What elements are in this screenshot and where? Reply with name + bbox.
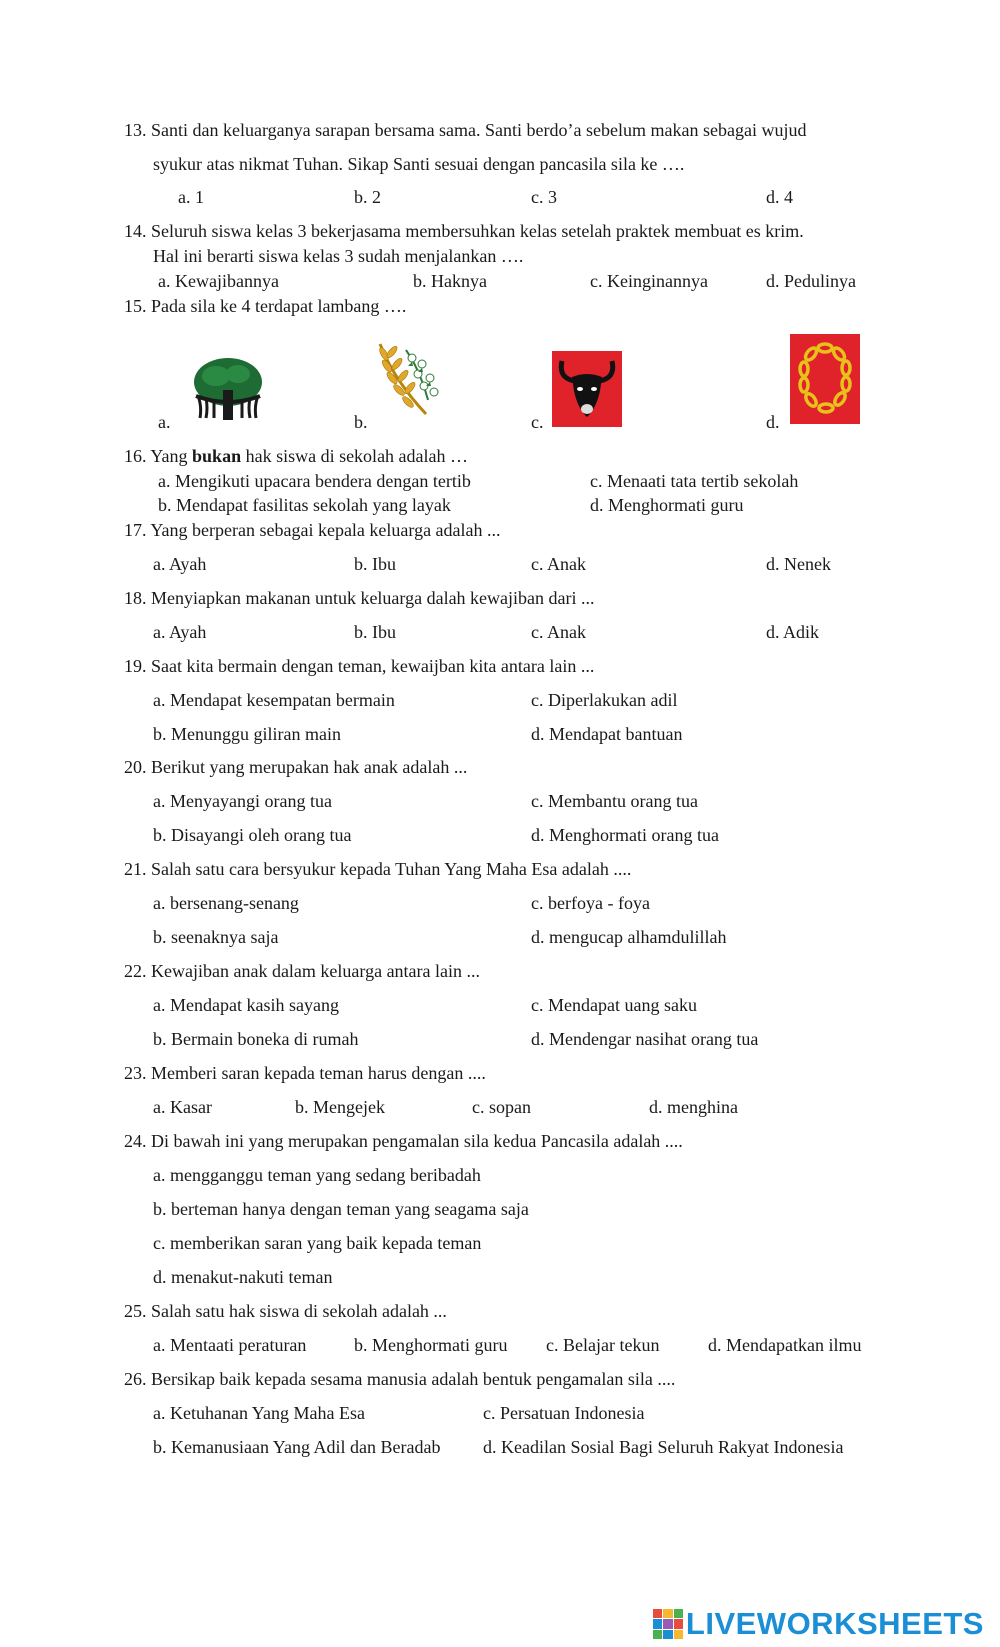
- q17-option-c[interactable]: c. Anak: [531, 554, 586, 574]
- q21-option-c[interactable]: c. berfoya - foya: [531, 893, 650, 913]
- q22-option-d[interactable]: d. Mendengar nasihat orang tua: [531, 1029, 759, 1049]
- q20-option-b[interactable]: b. Disayangi oleh orang tua: [153, 825, 352, 845]
- q23-option-a[interactable]: a. Kasar: [153, 1097, 212, 1117]
- q14-option-c[interactable]: c. Keinginannya: [590, 271, 708, 291]
- q19-option-d[interactable]: d. Mendapat bantuan: [531, 724, 683, 744]
- question-13-text-2: syukur atas nikmat Tuhan. Sikap Santi sesuai dengan pancasila sila ke ….: [153, 154, 685, 174]
- q13-option-a[interactable]: a. 1: [178, 187, 204, 207]
- q13-option-d[interactable]: d. 4: [766, 187, 793, 207]
- q16-option-b[interactable]: b. Mendapat fasilitas sekolah yang layak: [158, 495, 451, 515]
- q23-option-b[interactable]: b. Mengejek: [295, 1097, 385, 1117]
- q17-option-a[interactable]: a. Ayah: [153, 554, 207, 574]
- question-19-text: 19. Saat kita bermain dengan teman, kewaijban kita antara lain ...: [124, 656, 595, 676]
- q14-option-d[interactable]: d. Pedulinya: [766, 271, 856, 291]
- chain-icon: [790, 334, 860, 424]
- q24-option-d[interactable]: d. menakut-nakuti teman: [153, 1267, 333, 1287]
- q21-option-a[interactable]: a. bersenang-senang: [153, 893, 299, 913]
- q19-option-a[interactable]: a. Mendapat kesempatan bermain: [153, 690, 395, 710]
- q25-option-b[interactable]: b. Menghormati guru: [354, 1335, 508, 1355]
- q24-option-a[interactable]: a. mengganggu teman yang sedang beribadah: [153, 1165, 481, 1185]
- liveworksheets-logo-icon: [653, 1609, 683, 1639]
- q18-option-d[interactable]: d. Adik: [766, 622, 820, 642]
- question-16-bold: bukan: [192, 446, 242, 466]
- question-16-suffix: hak siswa di sekolah adalah …: [241, 446, 469, 466]
- q15-option-a[interactable]: a.: [158, 412, 171, 432]
- question-20-text: 20. Berikut yang merupakan hak anak adalah ...: [124, 757, 468, 777]
- q26-option-b[interactable]: b. Kemanusiaan Yang Adil dan Beradab: [153, 1437, 441, 1457]
- q23-option-d[interactable]: d. menghina: [649, 1097, 738, 1117]
- q20-option-d[interactable]: d. Menghormati orang tua: [531, 825, 719, 845]
- q18-option-c[interactable]: c. Anak: [531, 622, 586, 642]
- liveworksheets-logo: [653, 1607, 984, 1641]
- q19-option-b[interactable]: b. Menunggu giliran main: [153, 724, 341, 744]
- q25-option-c[interactable]: c. Belajar tekun: [546, 1335, 660, 1355]
- q14-option-a[interactable]: a. Kewajibannya: [158, 271, 279, 291]
- q25-option-d[interactable]: d. Mendapatkan ilmu: [708, 1335, 862, 1355]
- question-22-text: 22. Kewajiban anak dalam keluarga antara lain ...: [124, 961, 481, 981]
- q16-option-d[interactable]: d. Menghormati guru: [590, 495, 744, 515]
- q22-option-a[interactable]: a. Mendapat kasih sayang: [153, 995, 339, 1015]
- question-18-text: 18. Menyiapkan makanan untuk keluarga dalah kewajiban dari ...: [124, 588, 595, 608]
- q21-option-d[interactable]: d. mengucap alhamdulillah: [531, 927, 727, 947]
- question-14-text-2: Hal ini berarti siswa kelas 3 sudah menjalankan ….: [153, 246, 524, 266]
- q17-option-b[interactable]: b. Ibu: [354, 554, 396, 574]
- q15-option-c[interactable]: c.: [531, 412, 544, 432]
- q20-option-c[interactable]: c. Membantu orang tua: [531, 791, 698, 811]
- q26-option-a[interactable]: a. Ketuhanan Yang Maha Esa: [153, 1403, 365, 1423]
- q26-option-c[interactable]: c. Persatuan Indonesia: [483, 1403, 645, 1423]
- question-24-text: 24. Di bawah ini yang merupakan pengamalan sila kedua Pancasila adalah ....: [124, 1131, 683, 1151]
- q24-option-c[interactable]: c. memberikan saran yang baik kepada teman: [153, 1233, 482, 1253]
- q20-option-a[interactable]: a. Menyayangi orang tua: [153, 791, 332, 811]
- q13-option-c[interactable]: c. 3: [531, 187, 557, 207]
- q25-option-a[interactable]: a. Mentaati peraturan: [153, 1335, 307, 1355]
- q16-option-a[interactable]: a. Mengikuti upacara bendera dengan tertib: [158, 471, 471, 491]
- q15-option-d[interactable]: d.: [766, 412, 780, 432]
- question-26-text: 26. Bersikap baik kepada sesama manusia adalah bentuk pengamalan sila ....: [124, 1369, 676, 1389]
- question-25-text: 25. Salah satu hak siswa di sekolah adalah ...: [124, 1301, 447, 1321]
- q13-option-b[interactable]: b. 2: [354, 187, 381, 207]
- q22-option-b[interactable]: b. Bermain boneka di rumah: [153, 1029, 359, 1049]
- q26-option-d[interactable]: d. Keadilan Sosial Bagi Seluruh Rakyat Indonesia: [483, 1437, 844, 1457]
- q18-option-b[interactable]: b. Ibu: [354, 622, 396, 642]
- question-16-text: [124, 445, 468, 467]
- q18-option-a[interactable]: a. Ayah: [153, 622, 207, 642]
- q16-option-c[interactable]: c. Menaati tata tertib sekolah: [590, 471, 799, 491]
- q15-option-b[interactable]: b.: [354, 412, 368, 432]
- q22-option-c[interactable]: c. Mendapat uang saku: [531, 995, 697, 1015]
- rice-and-cotton-icon: [372, 340, 444, 418]
- q19-option-c[interactable]: c. Diperlakukan adil: [531, 690, 678, 710]
- liveworksheets-logo-text: LIVEWORKSHEETS: [685, 1606, 984, 1641]
- question-16-prefix: 16. Yang: [124, 446, 193, 466]
- question-14-text-1: 14. Seluruh siswa kelas 3 bekerjasama membersuhkan kelas setelah praktek membuat es krim.: [124, 221, 804, 241]
- bull-head-icon: [552, 351, 622, 427]
- question-17-text: 17. Yang berperan sebagai kepala keluarga adalah ...: [124, 520, 501, 540]
- question-13-text-1: 13. Santi dan keluarganya sarapan bersama sama. Santi berdo’a sebelum makan sebagai wujud: [124, 120, 807, 140]
- banyan-tree-icon: [192, 356, 264, 422]
- q21-option-b[interactable]: b. seenaknya saja: [153, 927, 279, 947]
- q14-option-b[interactable]: b. Haknya: [413, 271, 487, 291]
- q17-option-d[interactable]: d. Nenek: [766, 554, 831, 574]
- q23-option-c[interactable]: c. sopan: [472, 1097, 531, 1117]
- q24-option-b[interactable]: b. berteman hanya dengan teman yang seagama saja: [153, 1199, 529, 1219]
- question-23-text: 23. Memberi saran kepada teman harus dengan ....: [124, 1063, 486, 1083]
- question-15-text: 15. Pada sila ke 4 terdapat lambang ….: [124, 296, 407, 316]
- question-21-text: 21. Salah satu cara bersyukur kepada Tuhan Yang Maha Esa adalah ....: [124, 859, 632, 879]
